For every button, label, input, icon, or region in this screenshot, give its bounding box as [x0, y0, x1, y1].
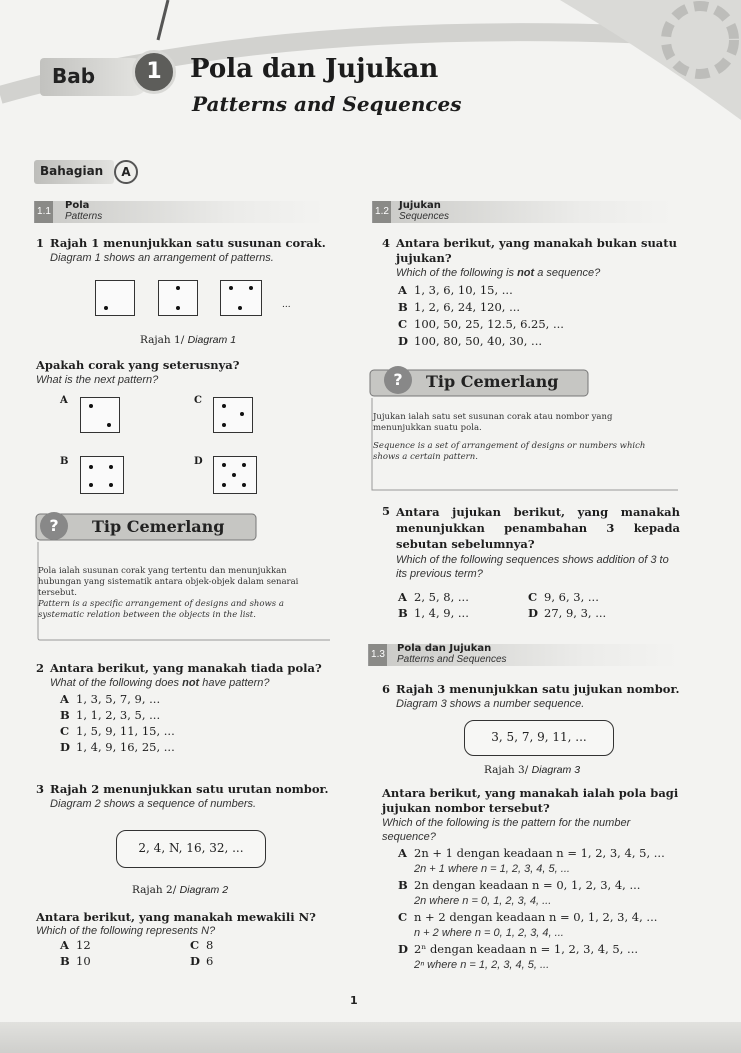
q1-option-b[interactable]	[80, 456, 124, 494]
bab-label: Bab	[52, 64, 96, 88]
q3-number: 3	[36, 782, 45, 796]
section-label	[34, 160, 139, 184]
page-bottom-edge	[0, 1022, 741, 1053]
tip-1-text: Pola ialah susunan corak yang tertentu dan menunjukkan hubungan yang sistematik antara objek-objek dalam senarai tersebut.	[38, 566, 299, 598]
pattern-box-1	[95, 280, 135, 316]
q6-ask: Antara berikut, yang manakah ialah pola bagi	[382, 786, 679, 800]
subtopic-title: Pola dan Jujukan	[397, 643, 492, 654]
q1-option-a[interactable]	[80, 397, 120, 433]
q5-option-b[interactable]: B 1, 4, 9, ...	[398, 606, 469, 620]
q5-option-a[interactable]: A 2, 5, 8, ...	[398, 590, 469, 604]
q6-text-en: Diagram 3 shows a number sequence.	[396, 698, 585, 710]
q5-number: 5	[382, 504, 391, 518]
subtopic-title: Jujukan	[399, 200, 441, 211]
q5-text: Antara jujukan berikut, yang manakah menunjukkan penambahan 3 kepada sebutan sebelumnya?	[396, 505, 680, 551]
q6-ask-en: Which of the following is the pattern for the number	[382, 817, 631, 829]
q2-text-en: What of the following does not have pattern?	[50, 677, 270, 689]
diagram-1-caption: Rajah 1/ Diagram 1	[140, 334, 237, 346]
q3-option-b[interactable]: B 10	[60, 954, 91, 968]
lightbulb-icon: ?	[40, 512, 68, 540]
q1-option-d[interactable]	[213, 456, 257, 494]
chapter-number-badge: 1	[132, 50, 176, 94]
q4-option-b[interactable]: B 1, 2, 6, 24, 120, ...	[398, 300, 521, 314]
q4-option-d[interactable]: D 100, 80, 50, 40, 30, ...	[398, 334, 543, 348]
section-text: Bahagian	[40, 164, 104, 178]
page-number: 1	[350, 994, 358, 1007]
q3-option-d[interactable]: D 6	[190, 954, 214, 968]
q3-text-en: Diagram 2 shows a sequence of numbers.	[50, 798, 257, 810]
q3-ask: Antara berikut, yang manakah mewakili N?	[36, 910, 316, 924]
tip-2-text-en: Sequence is a set of arrangement of designs or numbers which shows a certain pattern.	[373, 441, 646, 462]
q3-option-c[interactable]: C 8	[190, 938, 214, 952]
q6-option-b-en: 2n where n = 0, 1, 2, 3, 4, ...	[414, 895, 552, 907]
subtopic-number: 1.3	[369, 644, 387, 666]
subtopic-title: Pola	[65, 200, 90, 211]
q2-option-d[interactable]: D 1, 4, 9, 16, 25, ...	[60, 740, 175, 754]
subtopic-title-en: Patterns	[65, 211, 103, 222]
q4-text: Antara berikut, yang manakah bukan suatu	[396, 236, 677, 250]
pattern-box-2	[158, 280, 198, 316]
q4-text-line2: jujukan?	[396, 251, 452, 265]
q4-number: 4	[382, 236, 391, 250]
q2-option-c[interactable]: C 1, 5, 9, 11, 15, ...	[60, 724, 175, 738]
q5-option-d[interactable]: D 27, 9, 3, ...	[528, 606, 607, 620]
diagram-2-sequence: 2, 4, N, 16, 32, ...	[116, 830, 266, 868]
subtopic-1-1	[34, 201, 324, 223]
chapter-subtitle: Patterns and Sequences	[192, 92, 462, 116]
lightbulb-icon: ?	[384, 366, 412, 394]
pattern-box-3	[220, 280, 262, 316]
q2-option-b[interactable]: B 1, 1, 2, 3, 5, ...	[60, 708, 161, 722]
diagram-3-caption: Rajah 3/ Diagram 3	[484, 764, 581, 776]
q4-option-c[interactable]: C 100, 50, 25, 12.5, 6.25, ...	[398, 317, 564, 331]
chapter-title: Pola dan Jujukan	[190, 54, 439, 84]
q3-option-a[interactable]: A 12	[60, 938, 91, 952]
q2-number: 2	[36, 661, 45, 675]
q1-option-a-label: A	[60, 395, 68, 406]
q2-text: Antara berikut, yang manakah tiada pola?	[50, 661, 322, 675]
q6-option-d[interactable]: D 2ⁿ dengan keadaan n = 1, 2, 3, 4, 5, ...	[398, 942, 639, 956]
subtopic-number: 1.1	[35, 201, 53, 223]
q1-number: 1	[36, 236, 45, 250]
q2-option-a[interactable]: A 1, 3, 5, 7, 9, ...	[60, 692, 161, 706]
q5-text-en: Which of the following sequences shows addition of 3 to its previous term?	[396, 554, 669, 580]
q1-ask: Apakah corak yang seterusnya?	[36, 358, 240, 372]
q1-option-b-label: B	[60, 456, 69, 467]
q1-option-d-label: D	[194, 456, 203, 467]
diagram-3-sequence: 3, 5, 7, 9, 11, ...	[464, 720, 614, 756]
q3-ask-en: Which of the following represents N?	[36, 925, 216, 937]
tip-2-text: Jujukan ialah satu set susunan corak atau nombor yang menunjukkan suatu pola.	[373, 412, 613, 433]
subtopic-title-en: Sequences	[399, 211, 450, 222]
q6-option-a[interactable]: A 2n + 1 dengan keadaan n = 1, 2, 3, 4, 5, ...	[398, 846, 665, 860]
q6-number: 6	[382, 682, 391, 696]
q1-option-c[interactable]	[213, 397, 253, 433]
q1-text-en: Diagram 1 shows an arrangement of patterns.	[50, 252, 274, 264]
tip-1-title: Tip Cemerlang	[92, 517, 225, 536]
q6-ask-en-line2: sequence?	[382, 831, 436, 843]
subtopic-number: 1.2	[373, 201, 391, 223]
q6-option-c[interactable]: C n + 2 dengan keadaan n = 0, 1, 2, 3, 4, ...	[398, 910, 658, 924]
q6-ask-line2: jujukan nombor tersebut?	[382, 801, 550, 815]
chapter-header	[40, 52, 500, 122]
q4-option-a[interactable]: A 1, 3, 6, 10, 15, ...	[398, 283, 513, 297]
pattern-ellipsis: ...	[282, 300, 291, 310]
subtopic-title-en: Patterns and Sequences	[397, 654, 507, 665]
q6-option-b[interactable]: B 2n dengan keadaan n = 0, 1, 2, 3, 4, ...	[398, 878, 641, 892]
tip-2-title: Tip Cemerlang	[426, 372, 559, 391]
q6-option-d-en: 2ⁿ where n = 1, 2, 3, 4, 5, ...	[414, 959, 550, 971]
q5-option-c[interactable]: C 9, 6, 3, ...	[528, 590, 599, 604]
q1-text: Rajah 1 menunjukkan satu susunan corak.	[50, 236, 326, 250]
q6-option-c-en: n + 2 where n = 0, 1, 2, 3, 4, ...	[414, 927, 564, 939]
q4-text-en: Which of the following is not a sequence?	[396, 267, 601, 279]
q1-option-c-label: C	[194, 395, 202, 406]
q1-ask-en: What is the next pattern?	[36, 374, 159, 386]
q6-text: Rajah 3 menunjukkan satu jujukan nombor.	[396, 682, 680, 696]
section-letter-badge: A	[114, 160, 138, 184]
diagram-2-caption: Rajah 2/ Diagram 2	[132, 884, 229, 896]
tip-1-text-en: Pattern is a specific arrangement of designs and shows a systematic relation between the objects in the list.	[38, 599, 284, 620]
q3-text: Rajah 2 menunjukkan satu urutan nombor.	[50, 782, 329, 796]
subtopic-1-2	[372, 201, 672, 223]
q6-option-a-en: 2n + 1 where n = 1, 2, 3, 4, 5, ...	[414, 863, 570, 875]
subtopic-1-3	[368, 644, 678, 666]
